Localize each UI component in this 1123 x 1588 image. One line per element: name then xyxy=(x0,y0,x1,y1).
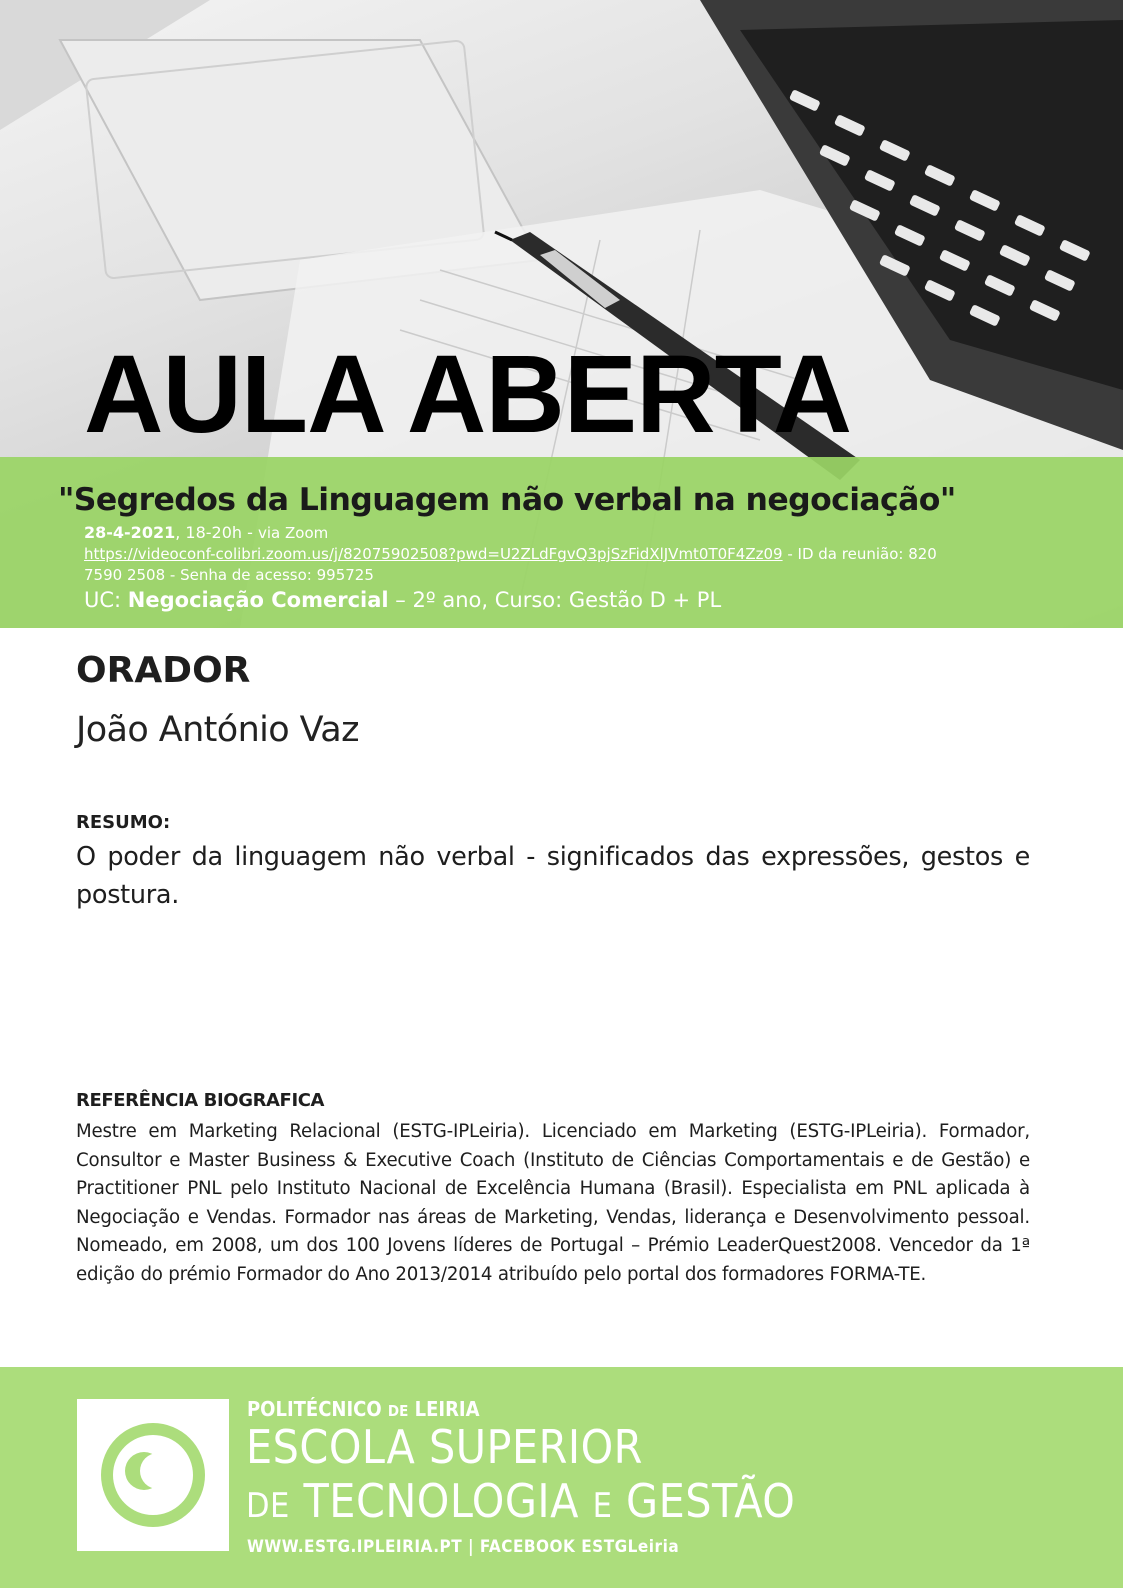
event-time: , 18-20h xyxy=(175,523,243,542)
uc-details: – 2º ano, Curso: Gestão D + PL xyxy=(388,588,722,613)
school-name-line1: ESCOLA SUPERIOR xyxy=(246,1420,643,1474)
footer-contacts xyxy=(247,1537,679,1557)
uc-name: Negociação Comercial xyxy=(127,588,389,613)
school-logo xyxy=(77,1399,229,1551)
bio-heading: REFERÊNCIA BIOGRAFICA xyxy=(76,1090,325,1111)
school-word-tecnologia: TECNOLOGIA xyxy=(289,1474,593,1528)
zoom-line xyxy=(84,544,1074,565)
school-word-e: E xyxy=(592,1486,613,1526)
bio-text: Mestre em Marketing Relacional (ESTG-IPLeiria). Licenciado em Marketing (ESTG-IPLeiria). Formador, Consultor e Master Business & Executive Coach (Instituto de Ciências Comportamentais e de Gestão) e Practitioner PNL pelo Instituto Nacional de Excelência Humana (Brasil). Especialista em PNL aplicada à Negociação e Vendas. Formador nas áreas de Marketing, Vendas, liderança e Desenvolvimento pessoal. Nomeado, em 2008, um dos 100 Jovens líderes de Portugal – Prémio LeaderQuest2008. Vencedor da 1ª edição do prémio Formador do Ano 2013/2014 atribuído pelo portal dos formadores FORMA-TE. xyxy=(76,1121,1030,1285)
uc-label: UC: xyxy=(84,588,128,613)
school-word-de: DE xyxy=(246,1486,290,1526)
zoom-link[interactable]: https://videoconf-colibri.zoom.us/j/82075902508?pwd=U2ZLdFgvQ3pjSzFidXlJVmt0T0F4Zz09 xyxy=(84,545,783,564)
institution-name xyxy=(247,1397,480,1421)
separator-dash: - xyxy=(242,523,258,542)
meeting-password: 7590 2508 - Senha de acesso: 995725 xyxy=(84,566,374,585)
course-unit xyxy=(84,586,1074,615)
school-word-gestao: GESTÃO xyxy=(612,1474,796,1528)
org-word-2: LEIRIA xyxy=(408,1397,480,1421)
event-platform: via Zoom xyxy=(257,524,329,542)
event-details xyxy=(84,522,1074,616)
speaker-heading: ORADOR xyxy=(76,650,251,691)
facebook-link[interactable]: FACEBOOK ESTGLeiria xyxy=(479,1537,680,1557)
speaker-name: João António Vaz xyxy=(76,710,359,750)
summary-heading: RESUMO: xyxy=(76,812,171,833)
eye-logo-icon xyxy=(77,1399,229,1551)
footer-separator: | xyxy=(462,1537,480,1557)
org-word-de: DE xyxy=(387,1402,409,1420)
date-line xyxy=(84,522,1074,544)
org-word-1: POLITÉCNICO xyxy=(247,1397,388,1421)
summary-text: O poder da linguagem não verbal - significados das expressões, gestos e postura. xyxy=(76,842,1030,911)
event-date: 28-4-2021 xyxy=(84,523,176,542)
school-name-line2 xyxy=(246,1474,795,1528)
website-link[interactable]: WWW.ESTG.IPLEIRIA.PT xyxy=(247,1537,463,1557)
page-title: AULA ABERTA xyxy=(84,333,852,456)
lecture-subtitle: "Segredos da Linguagem não verbal na negociação" xyxy=(58,482,956,518)
meeting-id: - ID da reunião: 820 xyxy=(782,545,937,564)
